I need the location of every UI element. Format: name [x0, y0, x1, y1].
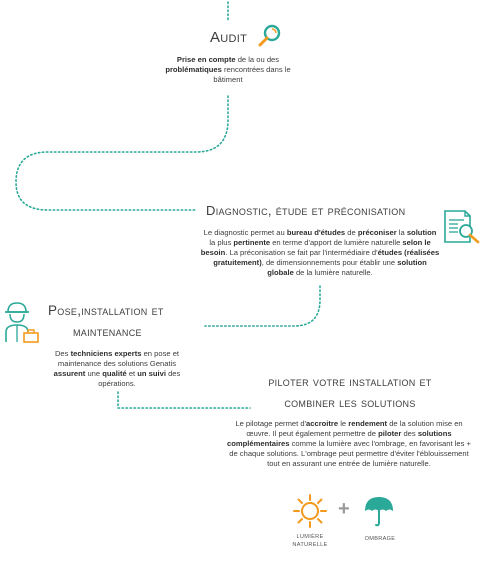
step-audit-text: Prise en compte de la ou des problématiques rencontrées dans le bâtiment: [165, 55, 291, 84]
step-diagnostic-text: Le diagnostic permet au bureau d'études de préconiser la solution la plus pertinente en terme d'apport de lumière naturelle selon le besoin. La préconisation se fait par l'intermédiaire d'études (réalisées gratuitement), de dimensionnements pour établir une solution globale de la lumière naturelle.: [200, 228, 440, 277]
step-pose-title-line2: maintenance: [73, 324, 142, 339]
step-diagnostic-title: Diagnostic, étude et préconisation: [206, 203, 406, 218]
step-pose-title-line1: Pose,installation et: [48, 303, 164, 318]
umbrella-label: OMBRAGE: [364, 536, 396, 542]
sun-label: LUMIÈRE NATURELLE: [292, 534, 328, 548]
step-piloter-title-line1: piloter votre installation et: [268, 374, 432, 389]
step-audit-title: Audit: [210, 29, 248, 46]
magnifier-icon: [256, 22, 284, 50]
step-pose-text: Des techniciens experts en pose et maintenance des solutions Genatis assurent une qualité et un suivi des opérations.: [53, 349, 181, 388]
plus-sign: +: [338, 498, 350, 520]
step-piloter-title-line2: combiner les solutions: [284, 395, 416, 410]
document-magnifier-icon: [440, 208, 484, 246]
sun-icon: [292, 493, 328, 529]
step-piloter-text: Le pilotage permet d'accroitre le rendement de la solution mise en œuvre. Il peut également permettre de piloter des solutions complémentaires comme la lumière avec l'ombrage, en favorisant les + de chaque solutions. L'ombrage peut permettre d'éviter l'éblouissement tout en assurant une entrée de lumière naturelle.: [227, 419, 471, 468]
umbrella-icon: [362, 493, 396, 527]
technician-icon: [2, 300, 42, 344]
